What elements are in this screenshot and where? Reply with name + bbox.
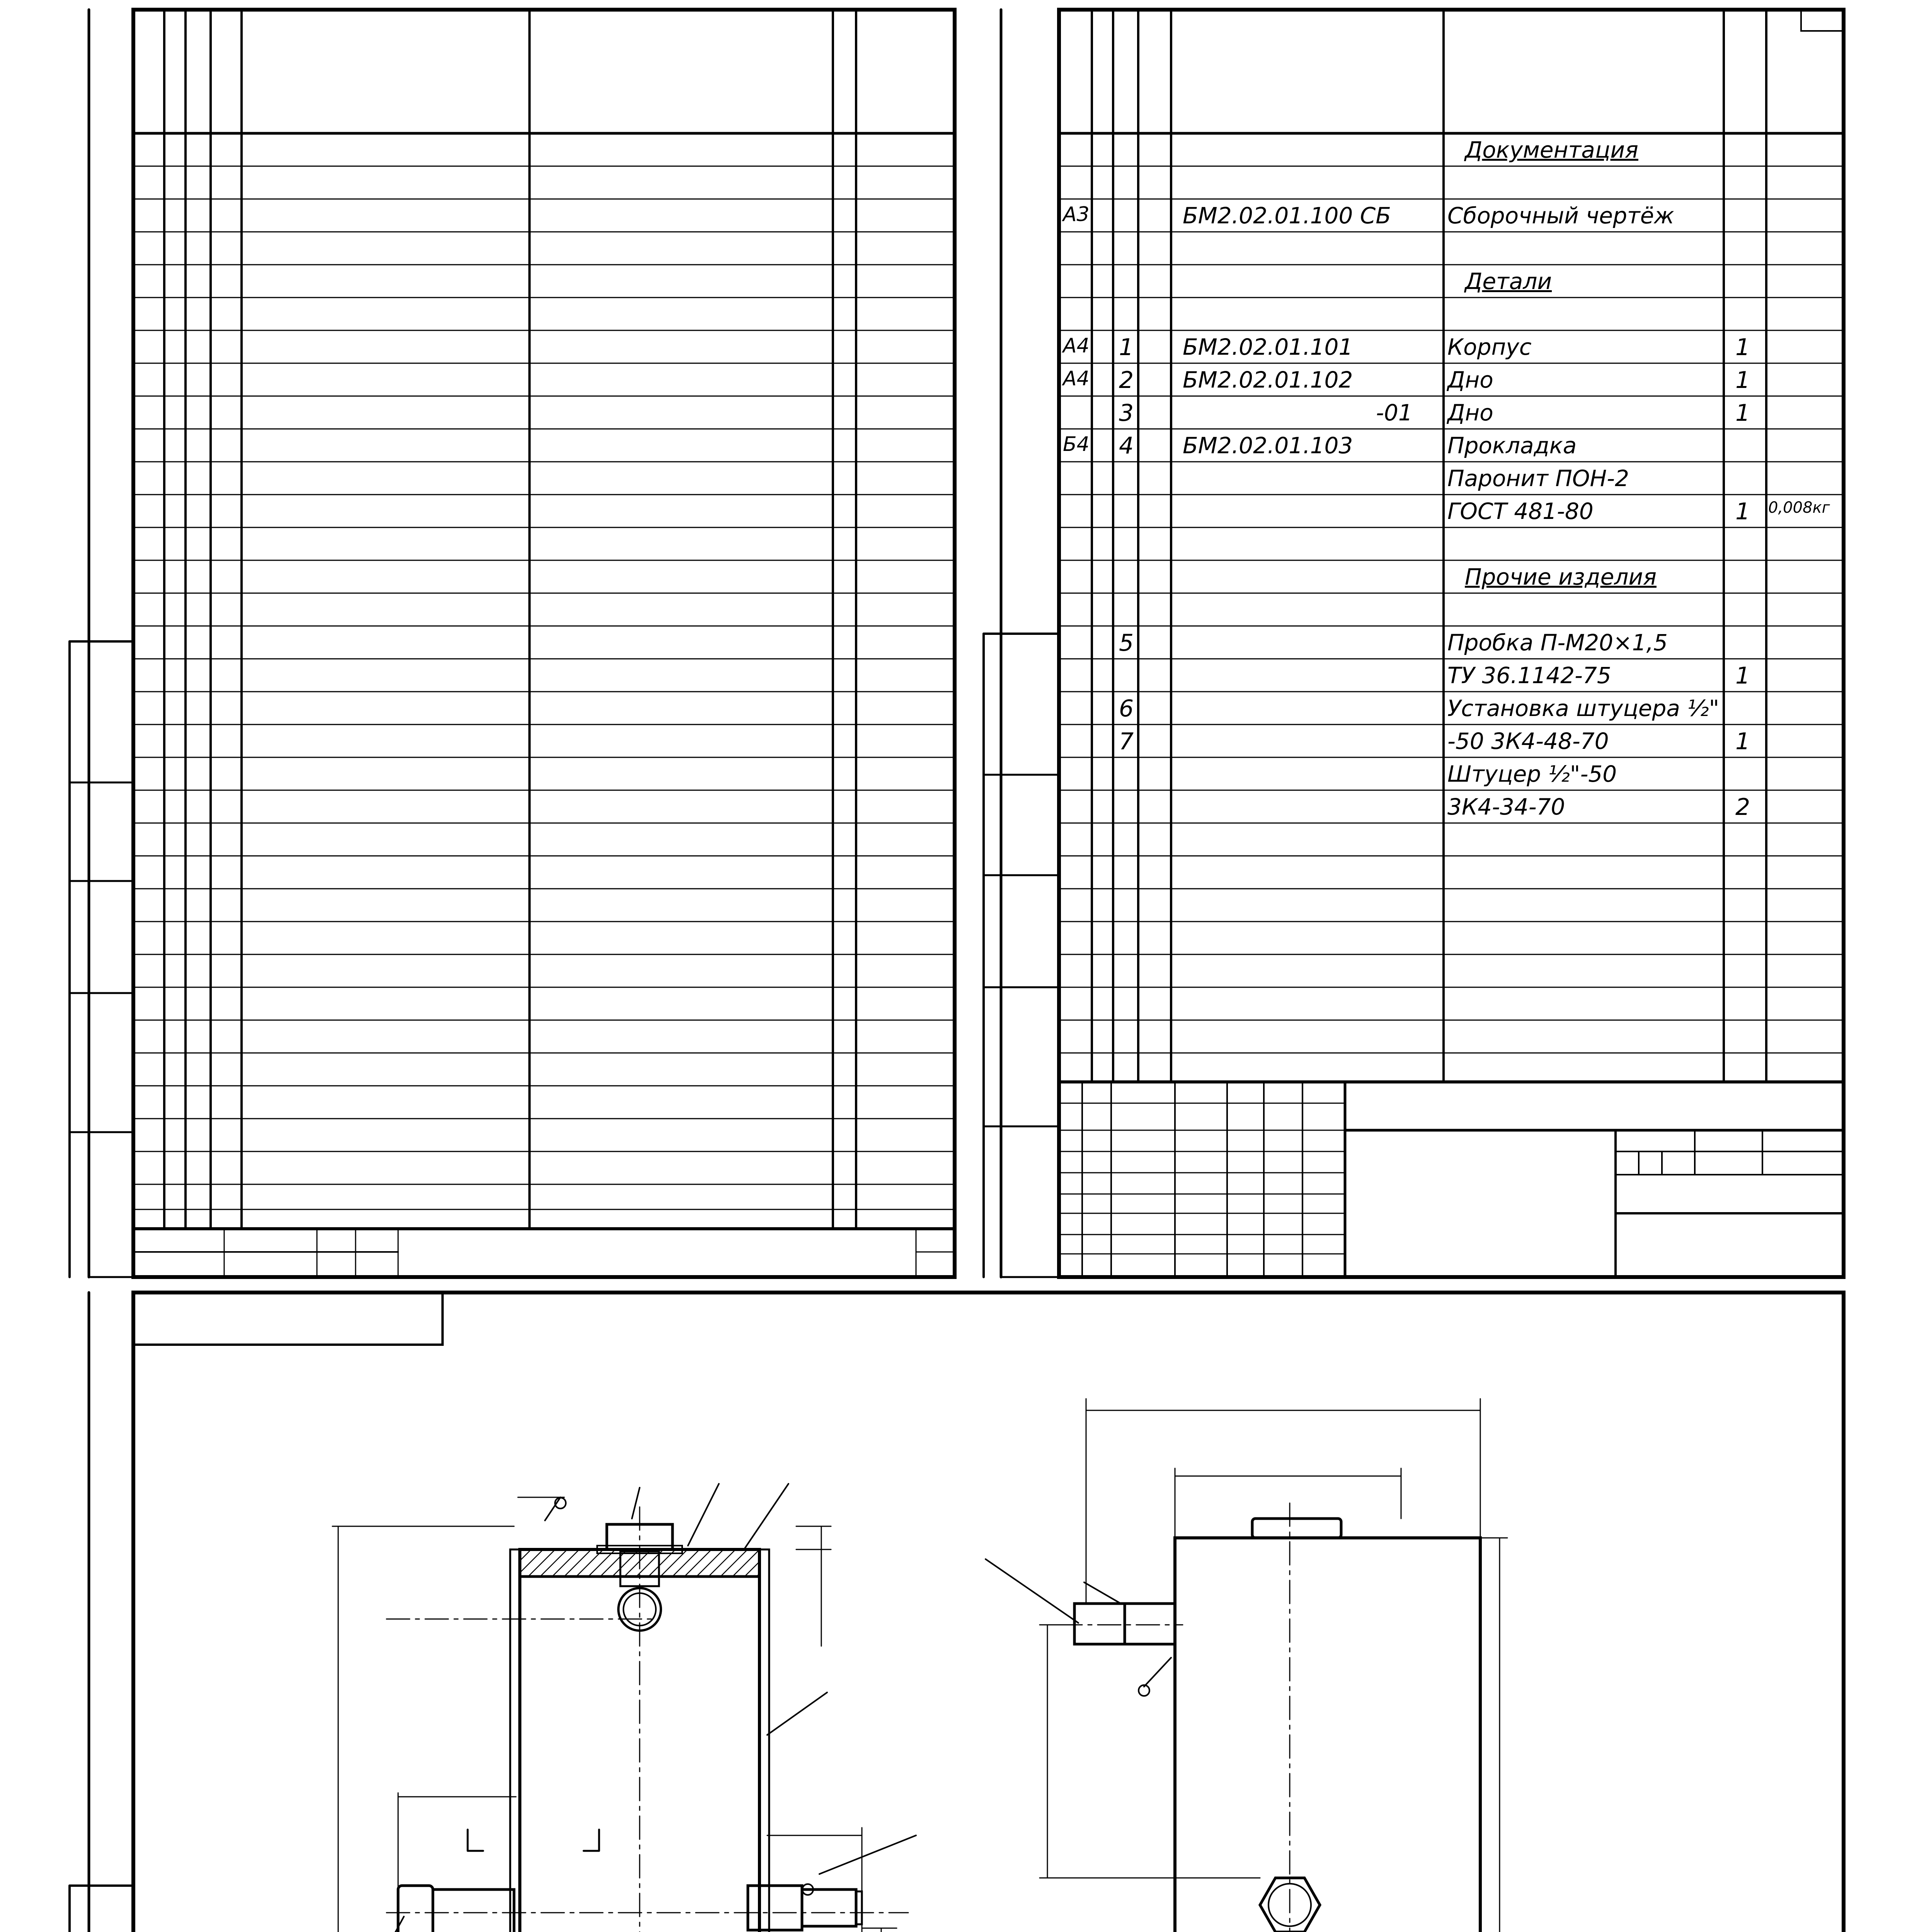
- right-row-12-kol: 1: [1735, 662, 1750, 689]
- right-spec-rows: [1059, 166, 1844, 1053]
- right-row-15-naim: Штуцер ½"-50: [1447, 761, 1617, 787]
- right-row-7-naim: Прокладка: [1447, 432, 1577, 459]
- right-spec-frame: [984, 10, 1844, 1277]
- right-row-4-obozn: БМ2.02.01.101: [1183, 334, 1353, 360]
- right-row-9-naim: ГОСТ 481-80: [1447, 498, 1594, 524]
- left-spec-frame: [70, 10, 955, 1277]
- right-row-11-naim: Пробка П-М20×1,5: [1447, 629, 1668, 656]
- tank-section-view: [332, 1484, 916, 1932]
- right-row-1-naim: Документация: [1465, 137, 1638, 163]
- right-row-14-kol: 1: [1735, 728, 1750, 755]
- right-row-16-kol: 2: [1735, 794, 1750, 821]
- right-row-5-naim: Дно: [1447, 367, 1493, 393]
- right-row-13-naim: Установка штуцера ½": [1447, 695, 1720, 721]
- right-row-14-poz: 7: [1119, 728, 1134, 755]
- right-row-6-kol: 1: [1735, 400, 1750, 427]
- right-row-6-naim: Дно: [1447, 400, 1493, 426]
- right-row-4-kol: 1: [1735, 334, 1750, 361]
- right-row-8-naim: Паронит ПОН-2: [1447, 465, 1629, 492]
- right-row-14-naim: -50 3К4-48-70: [1447, 728, 1609, 754]
- right-row-11-poz: 5: [1119, 629, 1134, 656]
- right-row-7-poz: 4: [1119, 432, 1134, 459]
- right-row-5-format: А4: [1063, 367, 1090, 390]
- right-row-2-obozn: БМ2.02.01.100 СБ: [1183, 202, 1391, 229]
- right-row-2-format: А3: [1063, 203, 1090, 226]
- drawing-frame: [70, 1293, 1844, 1932]
- right-row-7-format: Б4: [1063, 433, 1090, 456]
- right-row-4-naim: Корпус: [1447, 334, 1532, 360]
- right-row-5-kol: 1: [1735, 367, 1750, 394]
- right-row-4-poz: 1: [1119, 334, 1134, 361]
- right-row-6-poz: 3: [1119, 400, 1134, 427]
- tank-side-view: [986, 1399, 1507, 1932]
- right-row-13-poz: 6: [1119, 695, 1134, 722]
- right-row-9-prim: 0,008кг: [1768, 499, 1830, 517]
- right-row-2-naim: Сборочный чертёж: [1447, 202, 1674, 229]
- right-row-16-naim: 3К4-34-70: [1447, 794, 1565, 820]
- right-row-10-naim: Прочие изделия: [1465, 564, 1657, 590]
- right-row-9-kol: 1: [1735, 498, 1750, 525]
- right-row-5-poz: 2: [1119, 367, 1134, 394]
- right-row-5-obozn: БМ2.02.01.102: [1183, 367, 1353, 393]
- left-spec-rows: [133, 166, 955, 1277]
- right-row-3-naim: Детали: [1465, 268, 1552, 294]
- right-row-12-naim: ТУ 36.1142-75: [1447, 662, 1611, 689]
- right-row-7-obozn: БМ2.02.01.103: [1183, 432, 1353, 459]
- right-row-6-obozn: -01: [1376, 400, 1413, 426]
- right-row-4-format: А4: [1063, 334, 1090, 357]
